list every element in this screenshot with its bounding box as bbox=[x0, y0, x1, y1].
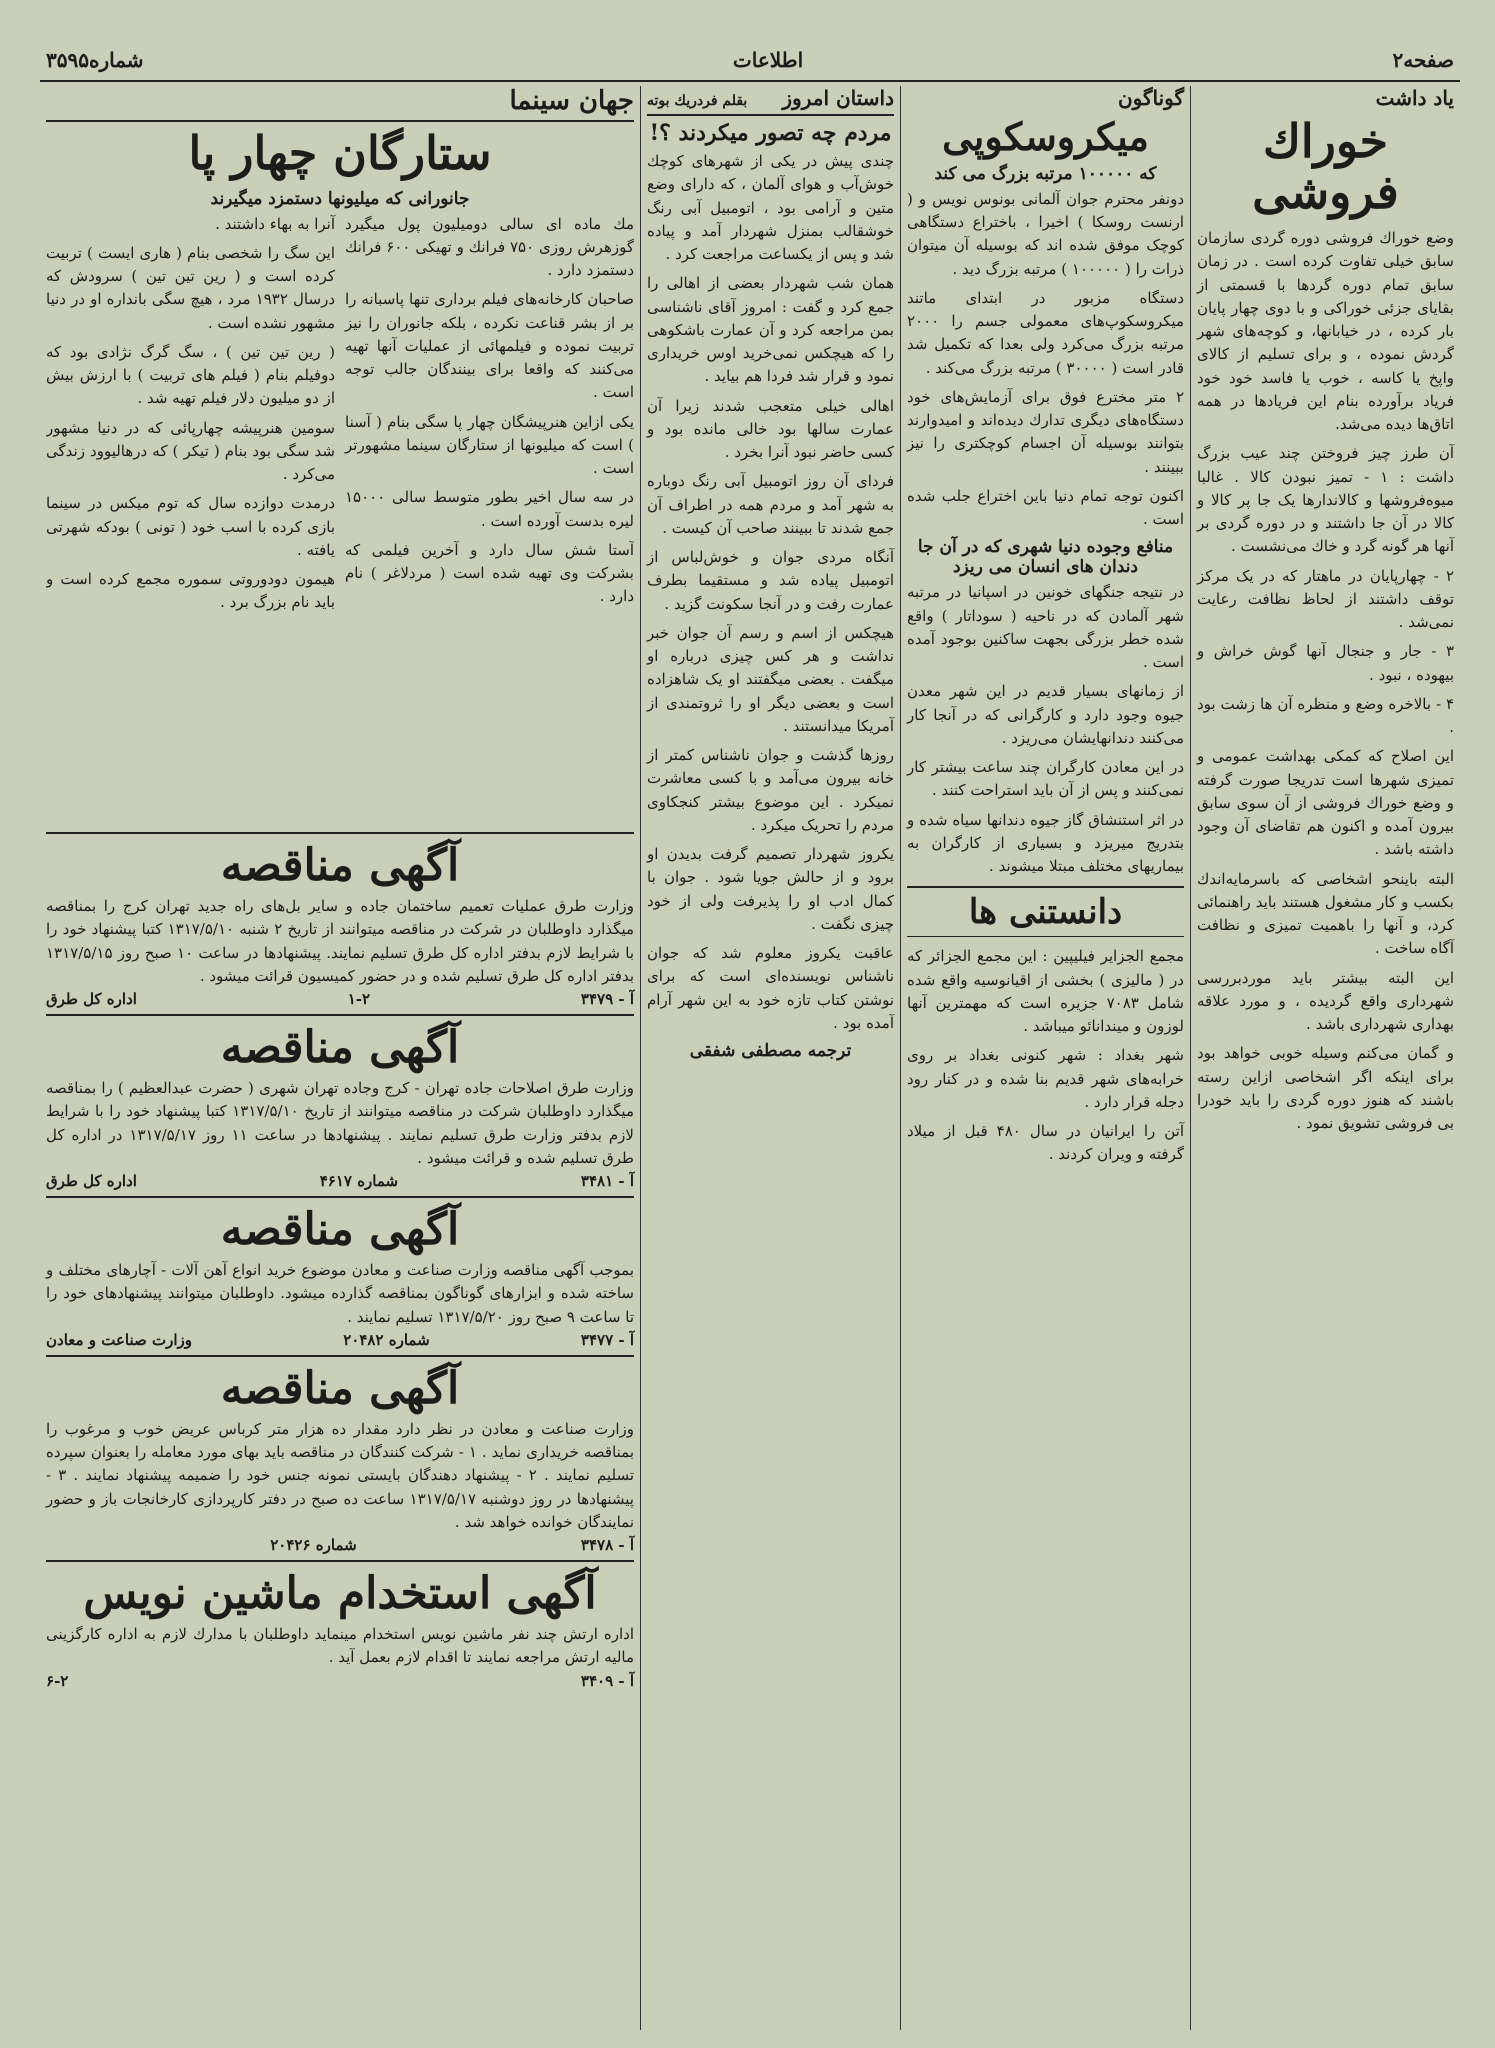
article-paragraph: اکنون توجه تمام دنیا باین اختراع جلب شده است . bbox=[907, 486, 1184, 529]
miscellany-kicker: گوناگون bbox=[1117, 86, 1184, 110]
ad-footer bbox=[46, 1672, 634, 1690]
cinema-paragraph: مك ماده ای سالی دومیلیون پول میگیرد گوزهرش روزی ۷۵۰ فرانك و تهیکی ۶۰۰ فرانك دستمزد دارد . bbox=[345, 214, 634, 280]
ad-number: شماره ۲۰۴۲۶ bbox=[270, 1536, 357, 1554]
cinema-body-right bbox=[345, 213, 634, 621]
editorial-paragraph: البته باینحو اشخاصی که باسرمایه‌اندك بکسب و کار مشغول هستند باید راهنمائی کرد، و آنها را باهمیت تمیزی و نظافت آگاه ساخت . bbox=[1197, 869, 1454, 958]
editorial-paragraph: ۳ - جار و جنجال آنها گوش خراش و بیهوده ، نبود . bbox=[1197, 642, 1454, 684]
newspaper-page bbox=[40, 40, 1460, 2030]
ad-body: وزارت صناعت و معادن در نظر دارد مقدار ده هزار متر کرباس عریض خوب و مرغوب را بمناقصه خریداری نماید . ۱ - شرکت کنندگان در مناقصه باید بهای مورد معامله را بعنوان سپرده تسلیم نمایند . ۲ - پیشنهاد دهندگان بایستی نمونه جنس خود را ضمیمه پیشنهاد نمایند . ۳ - پیشنهادها در روز دوشنبه ۱۳۱۷/۵/۱۷ ساعت ده صبح در دفتر کارپردازی کارخانجات باز و حضور نمایندگان خوانده خواهد شد . bbox=[46, 1419, 635, 1531]
ad-title: آگهی مناقصه bbox=[220, 1204, 460, 1255]
cinema-paragraph: ( رین تین تین ) ، سگ گرگ نژادی بود که دوفیلم بنام ( فیلم های تربیت ) با ارزش بیش از دو میلیون دلار فیلم تهیه شد . bbox=[46, 342, 335, 408]
cinema-body-left bbox=[46, 213, 335, 621]
ad-code: آ - ۳۴۰۹ bbox=[580, 1671, 634, 1690]
tender-ad bbox=[46, 1363, 634, 1562]
article-paragraph: دستگاه مزبور در ابتدای ماتند میکروسکوپ‌های معمولی جسم را ۲۰۰۰ مرتبه بزرگ می‌کرد ولی بعدا که تکمیل شد قادر است ( ۳۰۰۰۰ ) مرتبه بزرگ می‌کند . bbox=[907, 288, 1184, 377]
article-paragraph: از زمانهای بسیار قدیم در این شهر معدن جیوه وجود دارد و کارگرانی که در آنجا کار می‌کنند دندانهایشان می‌ریزد . bbox=[907, 682, 1184, 747]
ad-title: آگهی مناقصه bbox=[220, 840, 460, 891]
story-paragraph: فردای آن روز اتومبیل آبی رنگ دوباره به شهر آمد و مردم همه در اطراف آن جمع شدند تا ببینند صاحب آن کیست . bbox=[647, 472, 894, 537]
cinema-subhead: جانورانی که میلیونها دستمزد میگیرند bbox=[210, 188, 470, 209]
ad-number: ۱-۲ bbox=[347, 990, 371, 1008]
ad-number: شماره ۴۶۱۷ bbox=[319, 1172, 399, 1190]
cinema-article bbox=[46, 86, 634, 826]
story-headline: مردم چه تصور میکردند ؟! bbox=[649, 120, 892, 146]
story-kicker: داستان امروز bbox=[782, 86, 894, 110]
ad-issuer: اداره کل طرق bbox=[46, 990, 137, 1008]
cinema-kicker: جهان سینما bbox=[509, 86, 634, 116]
story-masthead bbox=[647, 86, 894, 116]
cinema-paragraph: آنرا به بهاء داشتند . bbox=[215, 214, 335, 233]
story-paragraph: چندی پیش در یکی از شهرهای کوچك خوش‌آب و هوای آلمان ، که دارای وضع متین و آرامی بود ، اتومبیل آبی رنگ خوشقالب بمنزل شهردار آمد و پیاده شد و پس از یکساعت مراجعت کرد . bbox=[647, 152, 894, 263]
ad-title: آگهی مناقصه bbox=[220, 1362, 460, 1414]
ad-issuer: ۶-۲ bbox=[46, 1671, 69, 1690]
ad-body: بموجب آگهی مناقصه وزارت صناعت و معادن موضوع خرید انواع آهن آلات - آچارهای مختلف و ساخته شده و ابزارهای گوناگون بمناقصه گذارده میشود. داوطلبان میتوانند پیشنهادهای خود را تا ساعت ۹ صبح روز ۱۳۱۷/۵/۲۰ تسلیم نمایند . bbox=[46, 1261, 634, 1326]
editorial-headline: خوراك فروشی bbox=[1252, 114, 1399, 219]
ad-title: آگهی استخدام ماشین نویس bbox=[83, 1568, 597, 1619]
ad-footer bbox=[46, 1536, 634, 1554]
ad-code: آ - ۳۴۷۸ bbox=[580, 1536, 634, 1554]
microscope-headline: میکروسکوپی bbox=[942, 114, 1149, 159]
ad-number: شماره ۲۰۴۸۲ bbox=[343, 1330, 430, 1349]
story-paragraph: اهالی خیلی متعجب شدند زیرا آن عمارت سالها بود خالی مانده بود و کسی حاضر نبود آنرا بخرد . bbox=[647, 396, 894, 461]
editorial-paragraph: این اصلاح که کمکی بهداشت عمومی و تمیزی شهرها است تدریجا صورت گرفته و وضع خوراك فروشی از آن سوی سابق بیرون آمده و اکنون هم تقاضای آن وجود داشته باشد . bbox=[1197, 747, 1454, 859]
ad-issuer: اداره کل طرق bbox=[46, 1172, 137, 1190]
ad-footer bbox=[46, 1331, 634, 1349]
editorial-body bbox=[1197, 227, 1454, 1135]
cinema-headline: ستارگان چهار پا bbox=[188, 126, 492, 180]
cinema-paragraph: سومین هنرپیشه چهارپائی که در دنیا مشهور شد سگی بود بنام ( تیکر ) که درهالیوود زندگی می‌کرد . bbox=[46, 418, 335, 484]
story-paragraph: آنگاه مردی جوان و خوش‌لباس از اتومبیل پیاده شد و مستقیما بطرف عمارت رفت و در آنجا سکونت گزید . bbox=[647, 548, 894, 613]
editorial-paragraph: و گمان می‌کنم وسیله خوبی خواهد بود برای اینکه اگر اشخاصی ازاین رسته باشند که هنوز دوره گردی را باید خودرا بی فروشی تشویق نمود . bbox=[1197, 1044, 1454, 1133]
page-number: صفحه۲ bbox=[1392, 48, 1454, 72]
article-paragraph: در این معادن کارگران چند ساعت بیشتر کار نمی‌کنند و پس از آن باید استراحت کنند . bbox=[907, 758, 1184, 800]
ad-footer bbox=[46, 990, 634, 1008]
column-cinema-and-ads bbox=[40, 86, 640, 2030]
ad-body: وزارت طرق اصلاحات جاده تهران - کرج وجاده تهران شهری ( حضرت عبدالعظیم ) را بمناقصه میگذارد داوطلبان شرکت در مناقصه میتوانند از تاریخ ۱۳۱۷/۵/۱۰ کتبا پیشنهاد خود را با شرایط لازم بدفتر وزارت طرق تسلیم نمایند . پیشنهادها در ساعت ۱۱ روز ۱۳۱۷/۵/۱۷ در اداره کل طرق تسلیم شده و قرائت میشود . bbox=[46, 1079, 634, 1167]
editorial-paragraph: آن طرز چیز فروختن چند عیب بزرگ داشت : ۱ - تمیز نبودن کالا . غالبا میوه‌فروشها و کالاندارها یک جا پر کالا و کالا در آن جا داشتند و در دوره گردی بر آنها هر گونه گرد و خاك می‌نشست . bbox=[1197, 444, 1454, 556]
ad-issuer: وزارت صناعت و معادن bbox=[46, 1330, 192, 1349]
microscope-body bbox=[907, 188, 1184, 532]
employment-ad bbox=[46, 1568, 634, 1696]
cinema-paragraph: هیمون دودوروتی سموره مجمع کرده است و باید نام بزرگ برد . bbox=[46, 570, 335, 612]
cinema-paragraph: این سگ را شخصی بنام ( هاری ایست ) تربیت کرده است و ( رین تین تین ) سرودش که درسال ۱۹۳۲ مرد ، هیچ سگی بانداره او در دنیا مشهور نشده است . bbox=[46, 243, 335, 332]
tender-ad bbox=[46, 1204, 634, 1357]
tender-ad bbox=[46, 1022, 634, 1198]
column-miscellany bbox=[900, 86, 1190, 2030]
microscope-subhead: که ۱۰۰۰۰۰ مرتبه بزرگ می کند bbox=[934, 163, 1157, 184]
column-story bbox=[640, 86, 900, 2030]
ad-body: اداره ارتش چند نفر ماشین نویس استخدام مینماید داوطلبان با مدارك لازم به اداره کارگزینی مالیه ارتش مراجعه نمایند تا اقدام لازم بعمل آید . bbox=[46, 1625, 634, 1667]
tender-ad bbox=[46, 840, 634, 1016]
editorial-kicker: یاد داشت bbox=[1375, 86, 1454, 110]
story-paragraph: روزها گذشت و جوان ناشناس کمتر از خانه بیرون می‌آمد و با کسی معاشرت نمیکرد . این موضوع بیشتر کنجکاوی مردم را تحریک میکرد . bbox=[647, 746, 894, 834]
story-paragraph: یکروز شهردار تصمیم گرفت بدیدن او برود و از حالش جویا شود . جوان با کمال ادب او را پذیرفت ولی از خود چیزی نگفت . bbox=[647, 845, 894, 933]
ad-code: آ - ۳۴۸۱ bbox=[580, 1172, 634, 1190]
cinema-masthead bbox=[46, 86, 634, 122]
story-paragraph: همان شب شهردار بعضی از اهالی را جمع کرد و گفت : امروز آقای ناشناسی بمن مراجعه کرد و آن عمارت باشکوهی را که هیچکس نمی‌خرید اوس خریداری نمود و قرار شد فردا هم بیاید . bbox=[647, 274, 894, 386]
editorial-paragraph: ۴ - بالاخره وضع و منظره آن ها زشت بود . bbox=[1197, 694, 1454, 737]
paper-name: اطلاعات bbox=[732, 48, 804, 72]
column-editorial bbox=[1190, 86, 1460, 2030]
editorial-paragraph: این البته بیشتر باید موردبررسی شهرداری واقع گردیده ، و مورد علاقه بهداری شهرداری باشد . bbox=[1197, 968, 1454, 1034]
ad-title: آگهی مناقصه bbox=[220, 1022, 460, 1073]
story-body bbox=[647, 150, 894, 1035]
story-translator: ترجمه مصطفی شفقی bbox=[689, 1041, 852, 1061]
editorial-paragraph: ۲ - چهارپایان در ماهتار که در یک مرکز توقف داشتند از لحاظ نظافت رعایت نمی‌شد . bbox=[1197, 566, 1454, 632]
fact-paragraph: آتن را ایرانیان در سال ۴۸۰ قبل از میلاد گرفته و ویران کردند . bbox=[907, 1122, 1185, 1164]
teeth-town-body bbox=[907, 581, 1184, 878]
issue-number: شماره۳۵۹۵ bbox=[46, 48, 144, 72]
cinema-paragraph: درمدت دوازده سال که توم میکس در سینما بازی کرده با اسب خود ( تونی ) بودکه شهرتی یافته . bbox=[46, 494, 335, 559]
ad-code: آ - ۳۴۷۹ bbox=[580, 990, 634, 1008]
page-header bbox=[40, 40, 1460, 82]
story-paragraph: عاقبت یکروز معلوم شد که جوان ناشناس نویسنده‌ای است که برای نوشتن کتاب تازه خود به این شهر آرام آمده بود . bbox=[647, 944, 894, 1032]
editorial-paragraph: وضع خوراك فروشی دوره گردی سازمان سابق خیلی تفاوت کرده است . در زمان سابق تمام دوره گردها با قسمتی از بقایای جزئی خوراکی و با دوی چهار پایان بار کرده ، در خیابانها، و کوچه‌های شهر گردش نموده ، و برای تسلیم از کالای واپخ یا کاسه ، خوب یا فاسد خود خود فریاد برآورده بنام این فریادها در همه اتاق‌ها دیده می‌شد. bbox=[1197, 229, 1454, 434]
cinema-paragraph: آستا شش سال دارد و آخرین فیلمی که بشرکت وی تهیه شده است ( مردلاغر ) نام دارد . bbox=[345, 540, 634, 606]
article-paragraph: دونفر محترم جوان آلمانی بونوس نویس و ( ارنست روسکا ) اخیرا ، باختراع دستگاهی کوچک موفق شده اند که بوسیله آن میتوان ذرات را ( ۱۰۰۰۰۰ ) مرتبه بزرگ دید . bbox=[907, 189, 1184, 278]
article-paragraph: در نتیجه جنگهای خونین در اسپانیا در مرتبه شهر آلمادن که در ناحیه ( سوداتار ) واقع شده خطر بزرگی بجهت ساکنین بوجود آمده است . bbox=[907, 583, 1184, 672]
facts-section-title: دانستنی ها bbox=[907, 886, 1184, 937]
fact-paragraph: مجمع الجزایر فیلیپین : این مجمع الجزائر که در ( ماليزی ) بخشی از اقیانوسیه واقع شده شامل ۷۰۸۳ جزیره است که مهمترین آنها لوزون و میندانائو میباشد . bbox=[907, 947, 1184, 1036]
ad-body: وزارت طرق عملیات تعمیم ساختمان جاده و سایر بل‌های راه جدید تهران کرج را بمناقصه میگذارد داوطلبان در شرکت در مناقصه میتوانند از تاریخ ۲ شنبه ۱۳۱۷/۵/۱۰ کتبا پیشنهاد خود را با شرایط لازم بدفتر اداره کل طرق تسلیم نمایند. پیشنهادها در ساعت ۱۰ صبح روز ۱۳۱۷/۵/۱۵ بدفتر اداره کل طرق تسلیم شده و در حضور کمیسیون قرائت میشود . bbox=[46, 897, 635, 985]
article-paragraph: در اثر استنشاق گاز جیوه دندانها سیاه شده و بتدریج میریزد و بسیاری از کارگران به بیماریهای مختلف مبتلا میشوند . bbox=[907, 810, 1184, 876]
teeth-town-subhead: منافع وجوده دنیا شهری که در آن جا دندان های انسان می ریزد bbox=[917, 537, 1174, 578]
cinema-paragraph: یکی ازاین هنرپیشگان چهار پا سگی بنام ( آسنا ) است که میلیونها از ستارگان سینما مشهورتر است . bbox=[345, 412, 634, 478]
story-byline: بقلم فردریك بوته bbox=[647, 93, 748, 109]
story-paragraph: هیچکس از اسم و رسم آن جوان خبر نداشت و هر کس چیزی درباره او میگفت . بعضی میگفتند او یک شاهزاده است و بعضی دیگر او را ثروتمندی از آمریکا میدانستند . bbox=[647, 623, 894, 735]
cinema-body bbox=[46, 213, 634, 621]
fact-paragraph: شهر بغداد : شهر کنونی بغداد بر روی خرابه‌های شهر قدیم بنا شده و در کنار رود دجله قرار دارد . bbox=[907, 1046, 1184, 1111]
ad-code: آ - ۳۴۷۷ bbox=[580, 1330, 634, 1349]
cinema-paragraph: در سه سال اخیر بطور متوسط سالی ۱۵۰۰۰ لیره بدست آورده است . bbox=[345, 488, 634, 530]
article-paragraph: ۲ متر مخترع فوق برای آزمایش‌های خود دستگاه‌های دیگری تدارك دیده‌اند و امیدوارند بتوانند بوسیله آن اجسام کوچکتری را نیز ببینند . bbox=[907, 387, 1184, 476]
ad-footer bbox=[46, 1172, 634, 1190]
cinema-paragraph: صاحبان کارخانه‌های فیلم برداری تنها پاسبانه را بر از بشر قناعت نکرده ، بلکه جانوران را نیز تربیت نموده و فیلمهائی از عملیات آنها تهیه می‌کنند که واقعا برای بینندگان جالب توجه است . bbox=[345, 290, 634, 402]
facts-body bbox=[907, 945, 1184, 1166]
